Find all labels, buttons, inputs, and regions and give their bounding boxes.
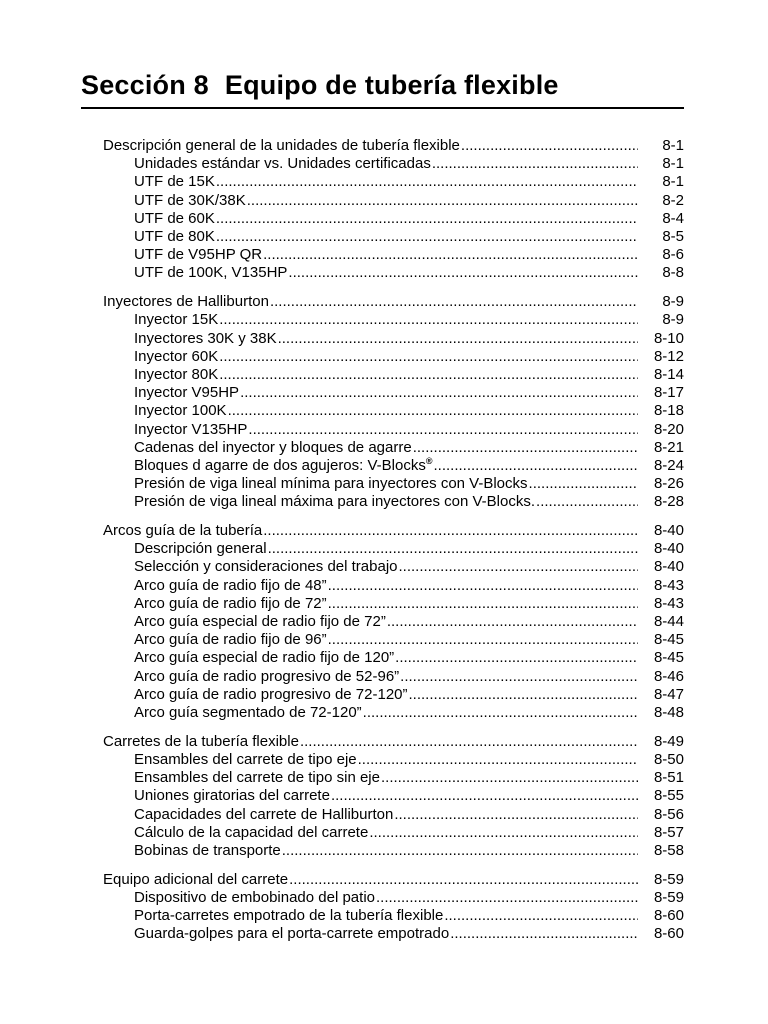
toc-entry-text: Arco guía de radio fijo de 48” xyxy=(134,576,327,594)
toc-entry-label xyxy=(134,155,431,173)
toc-page-number: 8-21 xyxy=(653,438,684,456)
toc-entry-label xyxy=(134,824,368,842)
toc-page-number: 8-8 xyxy=(662,264,684,282)
toc-entry-text: Arco guía de radio progresivo de 52-96” xyxy=(134,667,400,685)
toc-page-number: 8-58 xyxy=(653,841,684,859)
toc-entry-text: UTF de 100K, V135HP xyxy=(134,264,288,282)
toc-entry-label xyxy=(134,787,330,805)
dot-leader xyxy=(269,293,638,311)
toc-page-number: 8-59 xyxy=(653,888,684,906)
toc-entry-label xyxy=(134,402,227,420)
toc-page-number: 8-17 xyxy=(653,384,684,402)
dot-leader xyxy=(281,842,638,860)
toc-entry-text: UTF de 80K xyxy=(134,228,215,245)
toc-page-number: 8-60 xyxy=(653,907,684,924)
toc-subentry[interactable] xyxy=(134,246,684,264)
toc-entry-label xyxy=(134,366,218,384)
toc-subentry[interactable] xyxy=(134,493,684,511)
dot-leader xyxy=(380,769,638,787)
dot-leader xyxy=(528,475,638,493)
dot-leader xyxy=(246,192,638,210)
toc-subentry[interactable] xyxy=(134,155,684,173)
toc-entry-text: Inyector 15K xyxy=(134,311,219,329)
toc-subentry[interactable] xyxy=(134,704,684,722)
dot-leader xyxy=(357,751,638,769)
toc-entry-text: Uniones giratorias del carrete xyxy=(134,787,330,805)
toc-entry-text: Porta-carretes empotrado de la tubería flexible xyxy=(134,907,444,924)
toc-page-number: 8-46 xyxy=(653,667,684,685)
dot-leader xyxy=(218,348,638,366)
toc-entry-text: Inyector 80K xyxy=(134,365,219,383)
toc-entry-text: Dispositivo de embobinado del patio xyxy=(134,888,375,906)
toc-entry-label xyxy=(134,668,399,686)
toc-entry-text: Arco guía segmentado de 72-120” xyxy=(134,704,362,721)
toc-subentry[interactable] xyxy=(134,649,684,667)
toc-page-number: 8-55 xyxy=(653,787,684,805)
toc-subentry[interactable] xyxy=(134,889,684,907)
toc-entry-label xyxy=(134,384,239,402)
toc-subentry[interactable] xyxy=(134,402,684,420)
toc-subentry[interactable] xyxy=(134,264,684,282)
toc-entry-label xyxy=(134,649,394,667)
dot-leader xyxy=(412,439,638,457)
toc-subentry[interactable] xyxy=(134,384,684,402)
toc-page-number: 8-28 xyxy=(653,493,684,511)
toc-subentry[interactable] xyxy=(134,228,684,246)
toc-entry-text: Arco guía de radio progresivo de 72-120” xyxy=(134,685,408,703)
dot-leader xyxy=(288,871,638,889)
toc-entry-label xyxy=(134,925,449,943)
dot-leader xyxy=(330,787,638,805)
dot-leader xyxy=(299,733,638,751)
dot-leader xyxy=(277,330,638,348)
toc-section-entry[interactable] xyxy=(103,522,684,540)
toc-page-number: 8-49 xyxy=(653,732,684,750)
dot-leader xyxy=(267,540,638,558)
toc-page-number: 8-5 xyxy=(662,228,684,245)
toc-entry-label xyxy=(103,137,460,155)
toc-subentry[interactable] xyxy=(134,769,684,787)
toc-subentry[interactable] xyxy=(134,686,684,704)
toc-subentry[interactable] xyxy=(134,751,684,769)
toc-subentry[interactable] xyxy=(134,348,684,366)
dot-leader xyxy=(398,558,639,576)
toc-entry-label xyxy=(134,475,528,493)
dot-leader xyxy=(327,577,638,595)
toc-page-number: 8-56 xyxy=(653,805,684,823)
toc-page-number: 8-47 xyxy=(653,685,684,703)
toc-entry-label xyxy=(134,751,357,769)
toc-section-entry[interactable] xyxy=(103,733,684,751)
dot-leader xyxy=(368,824,638,842)
toc-entry-text: Cadenas del inyector y bloques de agarre xyxy=(134,438,412,456)
toc-entry-label xyxy=(134,246,262,264)
toc-page-number: 8-43 xyxy=(653,594,684,612)
toc-entry-label xyxy=(134,264,287,282)
toc-page-number: 8-59 xyxy=(653,870,684,888)
toc-page-number: 8-12 xyxy=(653,347,684,365)
dot-leader xyxy=(399,668,638,686)
dot-leader xyxy=(287,264,638,282)
toc-entry-label xyxy=(103,522,262,540)
toc-entry-label xyxy=(134,704,362,722)
toc-entry-label xyxy=(134,540,267,558)
toc-subentry[interactable] xyxy=(134,210,684,228)
toc-entry-text: Descripción general xyxy=(134,540,267,558)
toc-entry-text: Inyector V135HP xyxy=(134,420,248,438)
toc-entry-text: Bloques d agarre de dos agujeros: V-Blocks xyxy=(134,456,426,474)
registered-mark: ® xyxy=(425,455,433,466)
toc-page-number: 8-60 xyxy=(653,925,684,943)
toc-entry-label xyxy=(134,806,393,824)
dot-leader xyxy=(375,889,638,907)
toc-subentry[interactable] xyxy=(134,595,684,613)
dot-leader xyxy=(394,649,638,667)
dot-leader xyxy=(393,806,638,824)
toc-entry-label xyxy=(103,871,288,889)
toc-page-number: 8-9 xyxy=(662,293,684,311)
toc-page-number: 8-48 xyxy=(653,704,684,721)
toc-section-entry[interactable] xyxy=(103,293,684,311)
toc-entry-text: Inyector 100K xyxy=(134,402,227,420)
toc-page-number: 8-57 xyxy=(653,823,684,841)
dot-leader xyxy=(218,366,638,384)
toc-section-entry[interactable] xyxy=(103,137,684,155)
toc-page-number: 8-4 xyxy=(662,209,684,227)
toc-page-number: 8-50 xyxy=(653,750,684,768)
toc-page-number: 8-43 xyxy=(653,576,684,594)
toc-entry-label xyxy=(134,421,247,439)
toc-entry-text: Arcos guía de la tubería xyxy=(103,522,263,539)
toc-entry-text: Arco guía de radio fijo de 72” xyxy=(134,594,327,612)
toc-subentry[interactable] xyxy=(134,842,684,860)
dot-leader xyxy=(247,421,638,439)
toc-entry-label xyxy=(134,439,412,457)
toc-entry-text: Selección y consideraciones del trabajo xyxy=(134,558,398,576)
toc-subentry[interactable] xyxy=(134,558,684,576)
toc-subentry[interactable] xyxy=(134,540,684,558)
toc-entry-label xyxy=(134,173,215,191)
toc-page-number: 8-1 xyxy=(662,155,684,173)
toc-page-number: 8-24 xyxy=(653,456,684,474)
toc-entry-text: Equipo adicional del carrete xyxy=(103,870,289,888)
toc-subentry[interactable] xyxy=(134,806,684,824)
dot-leader xyxy=(262,246,638,264)
toc-subentry[interactable] xyxy=(134,457,684,475)
dot-leader xyxy=(362,704,638,722)
toc-entry-label xyxy=(134,558,398,576)
toc-entry-label xyxy=(134,210,215,228)
dot-leader xyxy=(215,228,638,246)
toc-entry-label xyxy=(134,330,277,348)
dot-leader xyxy=(227,402,638,420)
toc-subentry[interactable] xyxy=(134,631,684,649)
toc-page-number: 8-44 xyxy=(653,613,684,630)
toc-entry-label xyxy=(134,311,218,329)
toc-page-number: 8-51 xyxy=(653,769,684,787)
toc-entry-text: Inyectores 30K y 38K xyxy=(134,329,277,347)
toc-entry-label xyxy=(134,769,380,787)
toc-entry-text: Bobinas de transporte xyxy=(134,841,281,859)
toc-entry-text: Inyectores de Halliburton xyxy=(103,293,269,311)
toc-entry-label xyxy=(134,493,535,511)
toc-page-number: 8-10 xyxy=(653,329,684,347)
toc-entry-text: UTF de V95HP QR xyxy=(134,246,263,264)
dot-leader xyxy=(449,925,638,943)
toc-entry-text: Unidades estándar vs. Unidades certificadas xyxy=(134,155,431,173)
toc-page-number: 8-1 xyxy=(662,173,684,191)
section-title: Equipo de tubería flexible xyxy=(224,70,559,100)
toc-subentry[interactable] xyxy=(134,173,684,191)
toc-entry-label xyxy=(134,228,215,246)
toc-page-number: 8-18 xyxy=(653,402,684,420)
dot-leader xyxy=(215,210,638,228)
toc-page-number: 8-45 xyxy=(653,631,684,649)
toc-entry-label xyxy=(134,842,281,860)
toc-entry-label xyxy=(134,192,246,210)
toc-entry-label xyxy=(103,733,299,751)
toc-entry-text: Carretes de la tubería flexible xyxy=(103,732,299,750)
dot-leader xyxy=(327,595,638,613)
dot-leader xyxy=(215,173,638,191)
toc-entry-label xyxy=(134,631,327,649)
toc-page-number: 8-2 xyxy=(662,191,684,209)
toc-entry-text: Guarda-golpes para el porta-carrete empotrado xyxy=(134,925,450,943)
toc-entry-text: Inyector 60K xyxy=(134,347,219,365)
toc-entry-label xyxy=(134,686,408,704)
toc-entry-text: Arco guía de radio fijo de 96” xyxy=(134,631,327,649)
toc-section-entry[interactable] xyxy=(103,871,684,889)
toc-page-number: 8-1 xyxy=(662,137,684,154)
dot-leader xyxy=(432,457,638,475)
toc-entry-text: Cálculo de la capacidad del carrete xyxy=(134,823,369,841)
toc-entry-label xyxy=(134,577,327,595)
toc-subentry[interactable] xyxy=(134,613,684,631)
toc-subentry[interactable] xyxy=(134,366,684,384)
toc-entry-text: Descripción general de la unidades de tubería flexible xyxy=(103,137,460,154)
toc-entry-text: Inyector V95HP xyxy=(134,384,240,402)
toc-page-number: 8-9 xyxy=(662,311,684,329)
dot-leader xyxy=(218,311,638,329)
toc-subentry[interactable] xyxy=(134,787,684,805)
toc-subentry[interactable] xyxy=(134,330,684,348)
toc-subentry[interactable] xyxy=(134,439,684,457)
toc-entry-text: Capacidades del carrete de Halliburton xyxy=(134,805,394,823)
dot-leader xyxy=(239,384,638,402)
toc-entry-label xyxy=(134,348,218,366)
toc-entry-text: Arco guía especial de radio fijo de 72” xyxy=(134,613,386,630)
toc-entry-label xyxy=(134,613,386,631)
toc-entry-text: Ensambles del carrete de tipo sin eje xyxy=(134,769,380,787)
toc-entry-text: Presión de viga lineal máxima para inyectores con V-Blocks. xyxy=(134,493,536,511)
dot-leader xyxy=(443,907,638,925)
toc-entry-label xyxy=(134,595,327,613)
toc-entry-text: Presión de viga lineal mínima para inyectores con V-Blocks xyxy=(134,475,528,493)
toc-subentry[interactable] xyxy=(134,907,684,925)
toc-entry-text: UTF de 60K xyxy=(134,209,215,227)
toc-entry-label xyxy=(134,907,443,925)
toc-subentry[interactable] xyxy=(134,192,684,210)
toc-entry-text: UTF de 15K xyxy=(134,173,215,191)
toc-entry-label xyxy=(134,457,432,475)
dot-leader xyxy=(535,493,638,511)
toc-page-number: 8-45 xyxy=(653,649,684,667)
toc-entry-text: UTF de 30K/38K xyxy=(134,191,246,209)
dot-leader xyxy=(386,613,638,631)
toc-page-number: 8-6 xyxy=(662,246,684,264)
toc-entry-label xyxy=(103,293,269,311)
toc-page-number: 8-14 xyxy=(653,365,684,383)
dot-leader xyxy=(460,137,638,155)
dot-leader xyxy=(262,522,638,540)
toc-page-number: 8-40 xyxy=(653,558,684,576)
toc-subentry[interactable] xyxy=(134,577,684,595)
dot-leader xyxy=(327,631,638,649)
dot-leader xyxy=(408,686,638,704)
toc-subentry[interactable] xyxy=(134,311,684,329)
toc-entry-text: Ensambles del carrete de tipo eje xyxy=(134,750,357,768)
toc-subentry[interactable] xyxy=(134,421,684,439)
toc-subentry[interactable] xyxy=(134,668,684,686)
toc-entry-text: Arco guía especial de radio fijo de 120” xyxy=(134,649,395,667)
toc-subentry[interactable] xyxy=(134,475,684,493)
toc-subentry[interactable] xyxy=(134,824,684,842)
toc-page-number: 8-40 xyxy=(653,522,684,539)
dot-leader xyxy=(431,155,638,173)
toc-subentry[interactable] xyxy=(134,925,684,943)
toc-entry-label xyxy=(134,889,375,907)
toc-page-number: 8-20 xyxy=(653,420,684,438)
toc-page-number: 8-40 xyxy=(653,540,684,558)
toc-page-number: 8-26 xyxy=(653,475,684,493)
section-number: Sección 8 xyxy=(81,70,209,100)
